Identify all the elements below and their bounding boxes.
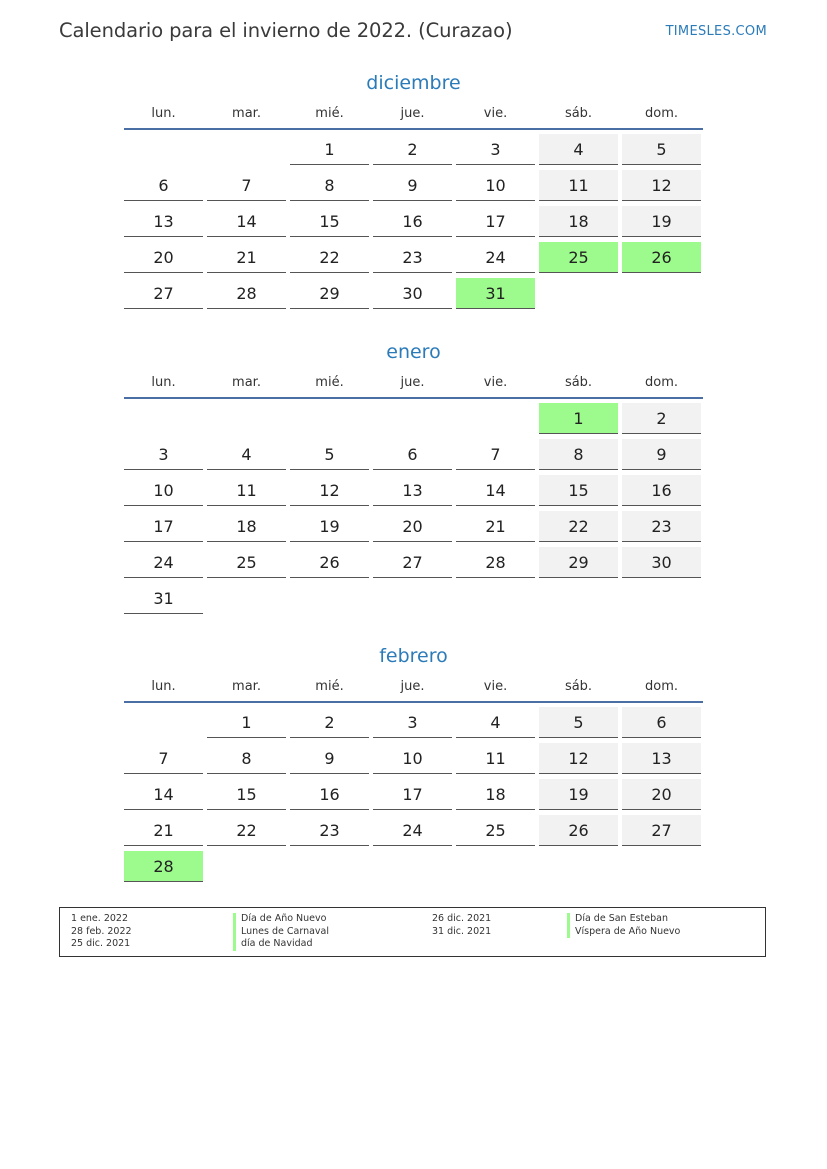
- legend-holiday-name: Lunes de Carnaval: [233, 926, 329, 939]
- month-title: diciembre: [366, 72, 461, 94]
- day-cell[interactable]: 22: [290, 242, 369, 273]
- day-cell[interactable]: 29: [539, 547, 618, 578]
- day-cell[interactable]: 11: [456, 743, 535, 774]
- legend-holiday-name: Día de Año Nuevo: [233, 913, 326, 926]
- empty-day-cell: [290, 403, 369, 434]
- empty-day-cell: [456, 851, 535, 882]
- empty-day-cell: [373, 403, 452, 434]
- empty-day-cell: [124, 403, 203, 434]
- empty-day-cell: [622, 583, 701, 614]
- holiday-day-cell[interactable]: 1: [539, 403, 618, 434]
- weekday-label: mié.: [315, 375, 344, 390]
- holiday-day-cell[interactable]: 31: [456, 278, 535, 309]
- day-cell[interactable]: 20: [124, 242, 203, 273]
- week-row: [124, 815, 703, 851]
- week-row: [124, 511, 703, 547]
- weekday-label: lun.: [151, 679, 176, 694]
- week-row: [124, 743, 703, 779]
- legend-holiday-name: día de Navidad: [233, 938, 312, 951]
- day-cell[interactable]: 23: [290, 815, 369, 846]
- day-cell[interactable]: 1: [207, 707, 286, 738]
- empty-day-cell: [290, 851, 369, 882]
- day-cell[interactable]: 13: [124, 206, 203, 237]
- day-cell[interactable]: 31: [124, 583, 203, 614]
- weekday-label: vie.: [483, 679, 508, 694]
- day-cell[interactable]: 24: [456, 242, 535, 273]
- week-row: [124, 170, 703, 206]
- legend-date: 31 dic. 2021: [432, 925, 492, 937]
- day-cell[interactable]: 8: [290, 170, 369, 201]
- day-cell[interactable]: 17: [124, 511, 203, 542]
- legend-holiday-name: Víspera de Año Nuevo: [567, 926, 680, 939]
- weekday-label: dom.: [644, 106, 678, 121]
- empty-day-cell: [124, 134, 203, 165]
- day-cell[interactable]: 2: [622, 403, 701, 434]
- empty-day-cell: [539, 278, 618, 309]
- day-cell[interactable]: 15: [207, 779, 286, 810]
- day-cell[interactable]: 8: [207, 743, 286, 774]
- day-cell[interactable]: 23: [622, 511, 701, 542]
- day-cell[interactable]: 5: [290, 439, 369, 470]
- holiday-day-cell[interactable]: 25: [539, 242, 618, 273]
- day-cell[interactable]: 11: [207, 475, 286, 506]
- day-cell[interactable]: 18: [539, 206, 618, 237]
- month-febrero: [124, 643, 703, 887]
- weekday-label: sáb.: [564, 106, 593, 121]
- weekday-label: jue.: [400, 375, 425, 390]
- day-cell[interactable]: 27: [124, 278, 203, 309]
- day-cell[interactable]: 14: [207, 206, 286, 237]
- day-cell[interactable]: 13: [373, 475, 452, 506]
- day-cell[interactable]: 6: [124, 170, 203, 201]
- day-cell[interactable]: 19: [539, 779, 618, 810]
- weekday-header: [124, 104, 703, 130]
- day-cell[interactable]: 3: [373, 707, 452, 738]
- legend-date: 28 feb. 2022: [71, 925, 132, 937]
- day-cell[interactable]: 3: [124, 439, 203, 470]
- weekday-label: lun.: [151, 106, 176, 121]
- week-row: [124, 851, 703, 887]
- month-diciembre: [124, 70, 703, 314]
- empty-day-cell: [456, 403, 535, 434]
- day-cell[interactable]: 12: [539, 743, 618, 774]
- weekday-label: mié.: [315, 106, 344, 121]
- day-cell[interactable]: 12: [290, 475, 369, 506]
- legend-date: 1 ene. 2022: [71, 913, 128, 924]
- week-row: [124, 707, 703, 743]
- week-row: [124, 779, 703, 815]
- weekday-label: lun.: [151, 375, 176, 390]
- empty-day-cell: [373, 851, 452, 882]
- day-cell[interactable]: 20: [622, 779, 701, 810]
- day-cell[interactable]: 28: [456, 547, 535, 578]
- day-cell[interactable]: 11: [539, 170, 618, 201]
- weekday-label: dom.: [644, 679, 678, 694]
- day-cell[interactable]: 14: [456, 475, 535, 506]
- page-title: Calendario para el invierno de 2022. (Curazao): [59, 19, 513, 42]
- day-cell[interactable]: 22: [207, 815, 286, 846]
- weekday-label: sáb.: [564, 679, 593, 694]
- legend-holiday-name: Día de San Esteban: [567, 913, 668, 926]
- day-cell[interactable]: 2: [290, 707, 369, 738]
- month-enero: [124, 339, 703, 619]
- day-cell[interactable]: 16: [373, 206, 452, 237]
- day-cell[interactable]: 19: [290, 511, 369, 542]
- day-cell[interactable]: 19: [622, 206, 701, 237]
- day-cell[interactable]: 18: [456, 779, 535, 810]
- day-cell[interactable]: 30: [373, 278, 452, 309]
- weekday-header: [124, 677, 703, 703]
- week-row: [124, 134, 703, 170]
- empty-day-cell: [622, 851, 701, 882]
- month-title: febrero: [379, 645, 448, 667]
- holiday-day-cell[interactable]: 26: [622, 242, 701, 273]
- day-cell[interactable]: 25: [207, 547, 286, 578]
- day-cell[interactable]: 22: [539, 511, 618, 542]
- day-cell[interactable]: 9: [290, 743, 369, 774]
- brand-logo[interactable]: TIMESLES.COM: [665, 24, 767, 39]
- empty-day-cell: [622, 278, 701, 309]
- empty-day-cell: [539, 583, 618, 614]
- day-cell[interactable]: 7: [456, 439, 535, 470]
- day-cell[interactable]: 24: [373, 815, 452, 846]
- weekday-label: mar.: [232, 106, 261, 121]
- day-cell[interactable]: 27: [622, 815, 701, 846]
- empty-day-cell: [456, 583, 535, 614]
- weekday-header: [124, 373, 703, 399]
- week-row: [124, 547, 703, 583]
- holiday-day-cell[interactable]: 28: [124, 851, 203, 882]
- day-cell[interactable]: 26: [290, 547, 369, 578]
- empty-day-cell: [207, 851, 286, 882]
- weekday-label: mar.: [232, 679, 261, 694]
- weekday-label: dom.: [644, 375, 678, 390]
- day-cell[interactable]: 8: [539, 439, 618, 470]
- day-cell[interactable]: 30: [622, 547, 701, 578]
- day-cell[interactable]: 2: [373, 134, 452, 165]
- week-row: [124, 475, 703, 511]
- day-cell[interactable]: 4: [456, 707, 535, 738]
- empty-day-cell: [539, 851, 618, 882]
- day-cell[interactable]: 28: [207, 278, 286, 309]
- day-cell[interactable]: 13: [622, 743, 701, 774]
- day-cell[interactable]: 25: [456, 815, 535, 846]
- weekday-label: mié.: [315, 679, 344, 694]
- weekday-label: vie.: [483, 375, 508, 390]
- week-row: [124, 206, 703, 242]
- weekday-label: jue.: [400, 679, 425, 694]
- day-cell[interactable]: 21: [124, 815, 203, 846]
- day-cell[interactable]: 12: [622, 170, 701, 201]
- day-cell[interactable]: 21: [456, 511, 535, 542]
- day-cell[interactable]: 29: [290, 278, 369, 309]
- day-cell[interactable]: 20: [373, 511, 452, 542]
- weekday-label: mar.: [232, 375, 261, 390]
- day-cell[interactable]: 1: [290, 134, 369, 165]
- weekday-label: sáb.: [564, 375, 593, 390]
- week-row: [124, 242, 703, 278]
- empty-day-cell: [373, 583, 452, 614]
- week-row: [124, 439, 703, 475]
- day-cell[interactable]: 6: [622, 707, 701, 738]
- week-row: [124, 583, 703, 619]
- weekday-label: jue.: [400, 106, 425, 121]
- day-cell[interactable]: 7: [207, 170, 286, 201]
- empty-day-cell: [207, 583, 286, 614]
- day-cell[interactable]: 4: [539, 134, 618, 165]
- day-cell[interactable]: 5: [539, 707, 618, 738]
- week-row: [124, 278, 703, 314]
- day-cell[interactable]: 7: [124, 743, 203, 774]
- weekday-label: vie.: [483, 106, 508, 121]
- empty-day-cell: [290, 583, 369, 614]
- day-cell[interactable]: 17: [456, 206, 535, 237]
- legend-date: 26 dic. 2021: [432, 913, 492, 924]
- day-cell[interactable]: 26: [539, 815, 618, 846]
- day-cell[interactable]: 10: [373, 743, 452, 774]
- day-cell[interactable]: 14: [124, 779, 203, 810]
- day-cell[interactable]: 4: [207, 439, 286, 470]
- day-cell[interactable]: 9: [373, 170, 452, 201]
- month-title: enero: [386, 341, 441, 363]
- empty-day-cell: [207, 403, 286, 434]
- day-cell[interactable]: 16: [622, 475, 701, 506]
- week-row: [124, 403, 703, 439]
- day-cell[interactable]: 16: [290, 779, 369, 810]
- day-cell[interactable]: 27: [373, 547, 452, 578]
- legend-date: 25 dic. 2021: [71, 938, 131, 949]
- empty-day-cell: [124, 707, 203, 738]
- day-cell[interactable]: 10: [456, 170, 535, 201]
- day-cell[interactable]: 9: [622, 439, 701, 470]
- day-cell[interactable]: 24: [124, 547, 203, 578]
- day-cell[interactable]: 18: [207, 511, 286, 542]
- day-cell[interactable]: 10: [124, 475, 203, 506]
- holiday-legend: [59, 907, 766, 957]
- day-cell[interactable]: 15: [539, 475, 618, 506]
- day-cell[interactable]: 5: [622, 134, 701, 165]
- day-cell[interactable]: 17: [373, 779, 452, 810]
- empty-day-cell: [207, 134, 286, 165]
- day-cell[interactable]: 3: [456, 134, 535, 165]
- day-cell[interactable]: 23: [373, 242, 452, 273]
- day-cell[interactable]: 6: [373, 439, 452, 470]
- day-cell[interactable]: 21: [207, 242, 286, 273]
- day-cell[interactable]: 15: [290, 206, 369, 237]
